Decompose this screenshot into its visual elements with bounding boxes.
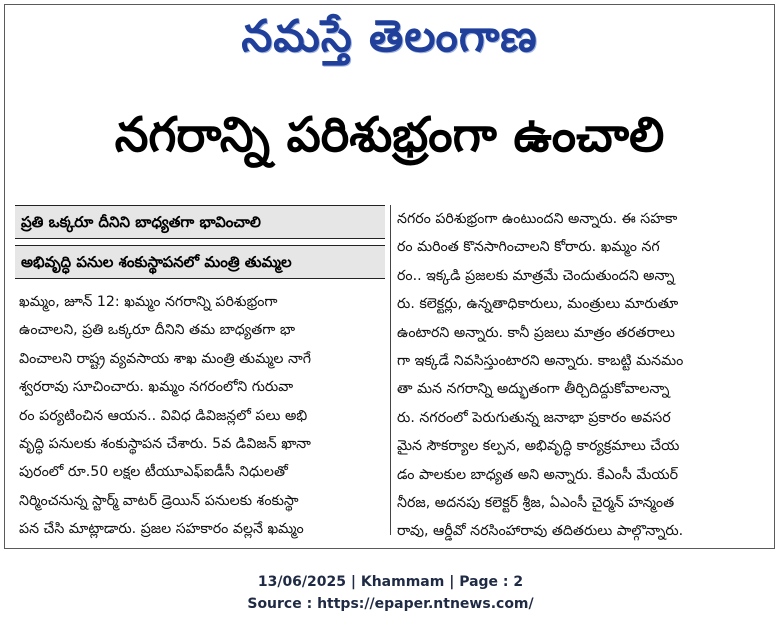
- body-line: నిర్మించనున్న స్టార్మ్ వాటర్ డ్రెయిన్ పనులకు శంకుస్థా: [19, 492, 299, 509]
- article-headline: నగరాన్ని పరిశుభ్రంగా ఉంచాలి: [114, 107, 665, 163]
- column-divider: [390, 205, 391, 535]
- body-line: రం పర్యటించిన ఆయన.. వివిధ డివిజన్లలో పలు అభి: [19, 407, 308, 424]
- body-line: పురంలో రూ.50 లక్షల టీయూఎఫ్ఐడీసీ నిధులతో: [19, 464, 288, 481]
- footer-date-edition: 13/06/2025 | Khammam | Page : 2: [257, 574, 524, 590]
- left-column-body: [19, 288, 385, 544]
- subheading-1: ప్రతి ఒక్కరూ దీనిని బాధ్యతగా భావించాలి: [15, 205, 385, 239]
- body-line: మైన సౌకర్యాల కల్పన, అభివృద్ధి కార్యక్రమాలు చేయ: [397, 438, 680, 455]
- body-line: వించాలని రాష్ట్ర వ్యవసాయ శాఖ మంత్రి తుమ్మల నాగే: [19, 350, 311, 367]
- newspaper-masthead: నమస్తే తెలంగాణ: [241, 11, 538, 62]
- body-line: రావు, ఆర్డీవో నరసింహారావు తదితరులు పాల్గొన్నారు.: [397, 523, 684, 540]
- body-line: రు. కలెక్టర్లు, ఉన్నతాధికారులు, మంత్రులు మారుతూ: [397, 296, 679, 313]
- right-column-body: [397, 205, 767, 546]
- footer-source: Source : https://epaper.ntnews.com/: [247, 596, 534, 612]
- subheading-2: అభివృద్ధి పనుల శంకుస్థాపనలో మంత్రి తుమ్మల: [15, 245, 385, 279]
- body-line: తా మన నగరాన్ని అద్భుతంగా తీర్చిదిద్దుకోవాలన్నా: [397, 381, 670, 398]
- news-clipping: [4, 4, 775, 549]
- body-line: పన చేసి మాట్లాడారు. ప్రజల సహకారం వల్లనే ఖమ్మం: [19, 521, 304, 538]
- body-line: నగరం పరిశుభ్రంగా ఉంటుందని అన్నారు. ఈ సహకా: [397, 211, 678, 227]
- body-line: డం పాలకుల బాధ్యత అని అన్నారు. కేఎంసీ మేయర్: [397, 466, 679, 483]
- body-line: శ్వరరావు సూచించారు. ఖమ్మం నగరంలోని గురువా: [19, 379, 294, 396]
- body-line: రం మరింత కొనసాగించాలని కోరారు. ఖమ్మం నగ: [397, 239, 660, 256]
- body-line: ఉంచాలని, ప్రతి ఒక్కరూ దీనిని తమ బాధ్యతగా భా: [19, 322, 296, 339]
- body-line: రు. నగరంలో పెరుగుతున్న జనాభా ప్రకారం అవసర: [397, 409, 671, 426]
- body-line: నీరజ, అదనపు కలెక్టర్ శ్రీజ, ఏఎంసీ చైర్మన్ హన్మంత: [397, 495, 675, 512]
- body-line: గా ఇక్కడే నివసిస్తుంటారని అన్నారు. కాబట్టి మనమం: [397, 353, 684, 370]
- body-line: ఉంటారని అన్నారు. కానీ ప్రజలు మాత్రం తరతరాలు: [397, 324, 675, 341]
- body-line: ఖమ్మం, జూన్ 12: ఖమ్మం నగరాన్ని పరిశుభ్రంగా: [19, 294, 278, 310]
- body-line: వృద్ధి పనులకు శంకుస్థాపన చేశారు. 5వ డివిజన్ ఖానా: [19, 436, 311, 453]
- body-line: రం.. ఇక్కడి ప్రజలకు మాత్రమే చెందుతుందని అన్నా: [397, 267, 675, 284]
